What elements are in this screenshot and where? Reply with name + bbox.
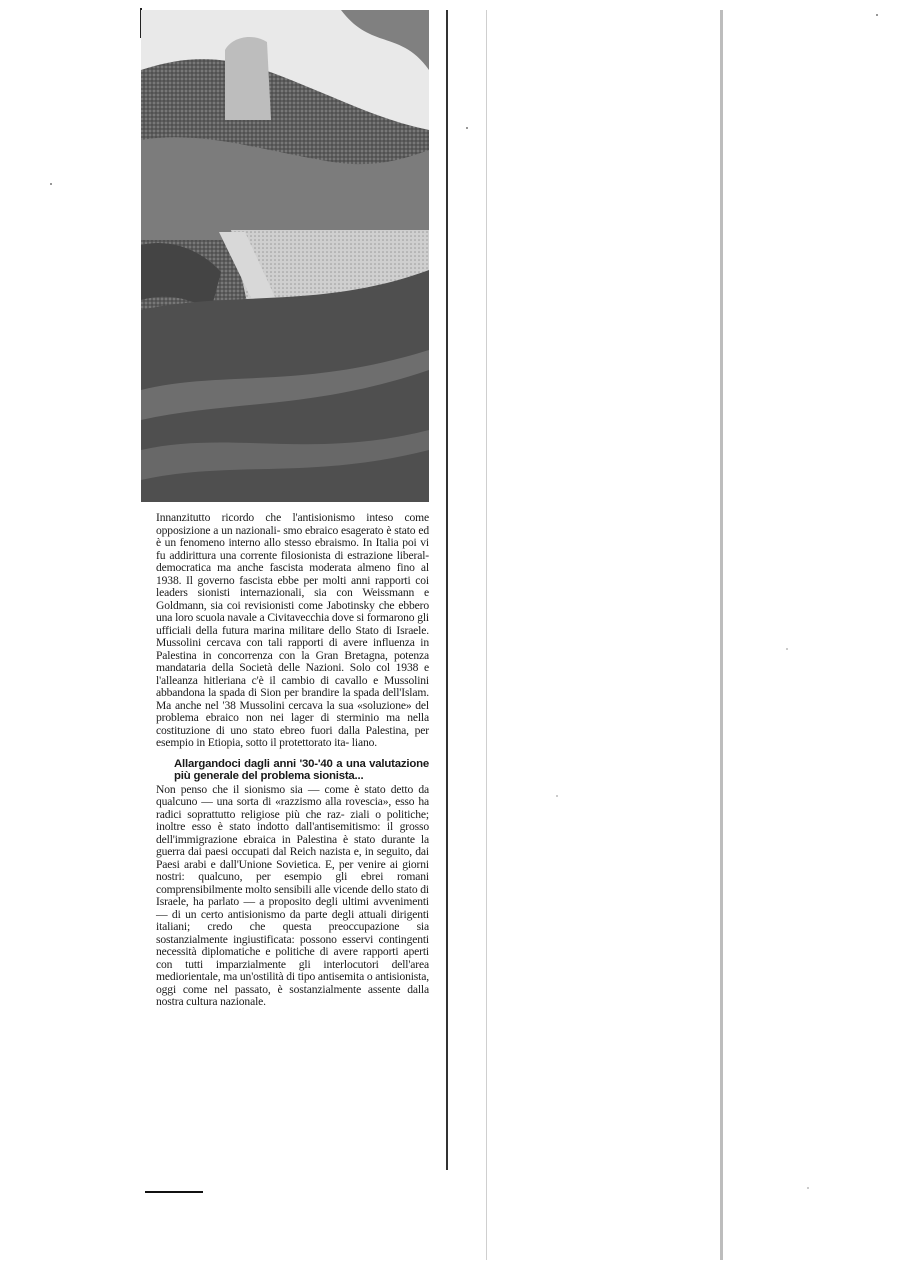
- interview-question: Allargandoci dagli anni '30-'40 a una valutazione più generale del problema sionista...: [174, 757, 429, 782]
- scan-speck: [466, 127, 468, 129]
- scan-speck: [807, 1187, 809, 1189]
- scan-speck: [50, 183, 52, 185]
- article-body: [156, 512, 429, 1009]
- scan-speck: [786, 648, 788, 650]
- column-divider: [446, 10, 448, 1170]
- scan-speck: [556, 795, 558, 797]
- article-photo: [141, 10, 429, 502]
- column-divider-faint: [486, 10, 487, 1260]
- page-fold-line: [720, 10, 723, 1260]
- end-rule: [145, 1191, 203, 1193]
- article-paragraph: Innanzitutto ricordo che l'antisionismo inteso come opposizione a un nazionali- smo ebraico esagerato è stato ed è un fenomeno interno allo stesso ebraismo. In Italia poi vi fu addirittura una corrente filosionista di estrazione liberal-democratica ma anche fascista moderata almeno fino al 1938. Il governo fascista ebbe per molti anni rapporti coi leaders sionisti internazionali, sia con Weissmann e Goldmann, sia coi revisionisti come Jabotinsky che ebbero una loro scuola navale a Civitavecchia dove si formarono gli ufficiali della futura marina militare dello Stato di Israele. Mussolini cercava con tali rapporti di avere influenza in Palestina in concorrenza con la Gran Bretagna, potenza mandataria della Società delle Nazioni. Solo col 1938 e l'alleanza hitleriana c'è il cambio di cavallo e Mussolini abbandona la spada di Sion per brandire la spada dell'Islam. Ma anche nel '38 Mussolini cercava la sua «soluzione» del problema ebraico non nei lager di sterminio ma nella costituzione di uno stato ebreo fuori dalla Palestina, per esempio in Etiopia, sotto il protettorato ita- liano.: [156, 511, 429, 749]
- scan-speck: [876, 14, 878, 16]
- article-paragraph: Non penso che il sionismo sia — come è stato detto da qualcuno — una sorta di «razzismo alla rovescia», esso ha radici soprattutto religiose più che raz- ziali o politiche; inoltre esso è stato indotto dall'antisemitismo: il grosso dell'immigrazione ebraica in Palestina è stato durante la guerra dai paesi occupati dal Reich nazista e, in seguito, dai Paesi arabi e dall'Unione Sovietica. E, per venire ai giorni nostri: qualcuno, per esempio gli ebrei romani comprensibilmente molto sensibili alle vicende dello stato di Israele, ha parlato — a proposito degli ultimi avvenimenti — di un certo antisionismo da parte degli attuali dirigenti italiani; credo che questa preoccupazione sia sostanzialmente ingiustificata: possono esservi contingenti necessità diplomatiche e politiche di avere rapporti aperti con tutti imparzialmente gli interlocutori dell'area mediorientale, ma un'ostilità di tipo antisemita o antisionista, oggi come nel passato, è sostanzialmente assente dalla nostra cultura nazionale.: [156, 782, 429, 1008]
